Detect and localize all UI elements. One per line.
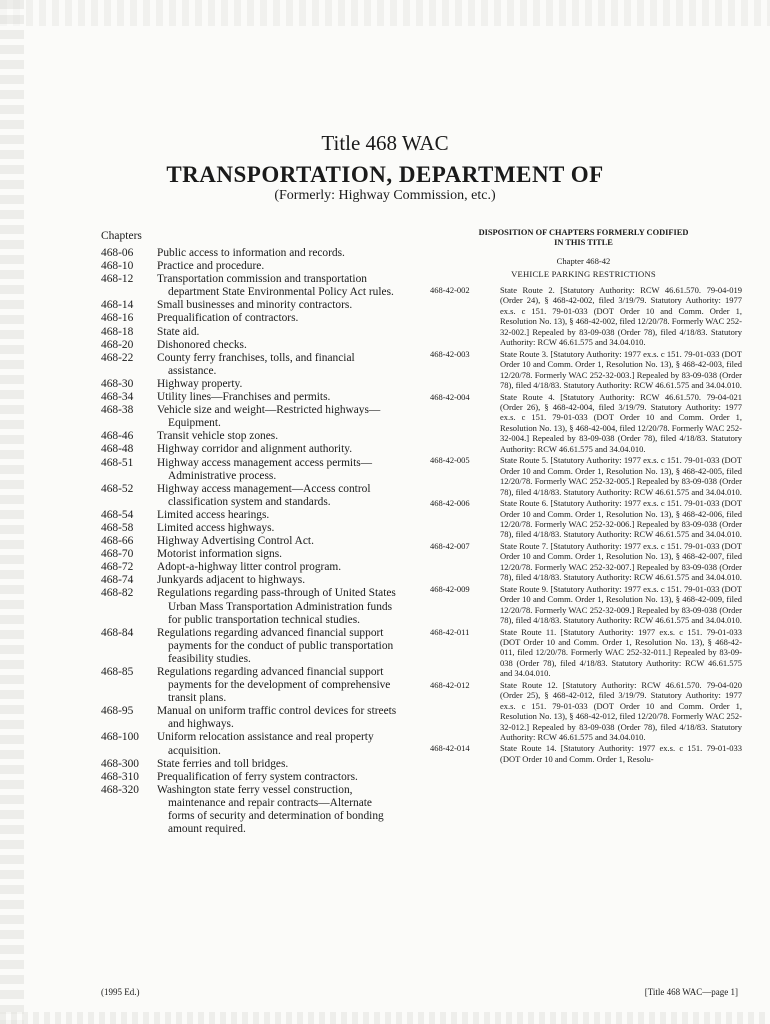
chapter-number: 468-66 — [101, 535, 134, 548]
chapters-heading: Chapters — [101, 230, 142, 242]
page-footer: [Title 468 WAC—page 1] — [644, 987, 738, 997]
chapter-row — [101, 548, 401, 561]
chapter-row — [101, 247, 401, 260]
chapter-number: 468-12 — [101, 273, 134, 286]
chapter-title: Manual on uniform traffic control devices for streets and highways. — [157, 705, 397, 731]
chapter-title: Uniform relocation assistance and real property acquisition. — [157, 731, 374, 757]
chapter-title: Transit vehicle stop zones. — [157, 430, 279, 443]
chapter-row — [101, 443, 401, 456]
chapter-number: 468-48 — [101, 443, 134, 456]
chapter-title: Transportation commission and transportation department State Environmental Policy Act rules. — [157, 273, 394, 299]
chapter-title: Highway access management access permits—Administrative process. — [157, 456, 373, 482]
section-number: 468-42-003 — [430, 348, 470, 359]
chapter-title: Dishonored checks. — [157, 338, 247, 351]
section-history: State Route 9. [Statutory Authority: 1977 ex.s. c 151. 79-01-033 (DOT Order 10 and Comm. Order 1, Resolution No. 13), § 468-42-009, filed 12/20/78. Formerly WAC 252-32-009.] Repealed by 83-09-038 (Order 78), filed 4/18/83. Statutory Authority: RCW 46.61.575 and 34.04.010. — [500, 583, 742, 626]
disposition-heading: DISPOSITION OF CHAPTERS FORMERLY CODIFIED IN THIS TITLE — [478, 228, 689, 247]
chapter-row — [101, 457, 401, 483]
section-number: 468-42-007 — [430, 540, 470, 551]
chapter-title: Highway corridor and alignment authority. — [157, 443, 353, 456]
chapter-row — [101, 326, 401, 339]
chapter-title: Motorist information signs. — [157, 548, 282, 561]
chapter-number: 468-54 — [101, 508, 134, 521]
chapter-row — [101, 509, 401, 522]
chapter-row — [101, 758, 401, 771]
chapter-number: 468-10 — [101, 260, 134, 273]
chapter-number: 468-16 — [101, 312, 134, 325]
chapter-number: 468-95 — [101, 705, 134, 718]
chapter-title: Small businesses and minority contractors. — [157, 299, 353, 312]
chapter-row — [101, 260, 401, 273]
disposition-entry — [430, 392, 742, 455]
disposition-entry — [430, 349, 742, 391]
chapter-number: 468-38 — [101, 404, 134, 417]
chapter-row — [101, 352, 401, 378]
chapter-number: 468-18 — [101, 325, 134, 338]
chapter-row — [101, 404, 401, 430]
chapter-row — [101, 574, 401, 587]
formerly-note: (Formerly: Highway Commission, etc.) — [274, 188, 496, 203]
chapter-row — [101, 731, 401, 757]
chapter-title: State aid. — [157, 325, 200, 338]
section-history: State Route 5. [Statutory Authority: 1977 ex.s. c 151. 79-01-033 (DOT Order 10 and Comm. Order 1, Resolution No. 13), § 468-42-005, filed 12/20/78. Formerly WAC 252-32-005.] Repealed by 83-09-038 (Order 78), filed 4/18/83. Statutory Authority: RCW 46.61.575 and 34.04.010. — [500, 455, 742, 497]
chapter-number: 468-46 — [101, 430, 134, 443]
chapter-row — [101, 535, 401, 548]
disposition-entry — [430, 680, 742, 743]
chapter-number: 468-310 — [101, 770, 139, 783]
chapter-title: Junkyards adjacent to highways. — [157, 574, 306, 587]
chapter-number: 468-70 — [101, 548, 134, 561]
chapter-number: 468-52 — [101, 482, 134, 495]
disposition-entry — [430, 285, 742, 348]
chapter-row — [101, 299, 401, 312]
section-history: State Route 11. [Statutory Authority: 1977 ex.s. c 151. 79-01-033 (DOT Order 10 and Comm. Order 1, Resolution No. 13), § 468-42-011, filed 12/20/78. Formerly WAC 252-32-011.] Repealed by 83-09-038 (Order 78), filed 4/18/83. Statutory Authority: RCW 46.61.575 and 34.04.010. — [500, 626, 742, 679]
section-number: 468-42-002 — [430, 285, 470, 295]
section-history: State Route 14. [Statutory Authority: 1977 ex.s. c 151. 79-01-033 (DOT Order 10 and Comm. Order 1, Resolu- — [500, 743, 742, 764]
chapter-title: Adopt-a-highway litter control program. — [157, 561, 342, 574]
section-number: 468-42-006 — [430, 498, 470, 509]
section-history: State Route 4. [Statutory Authority: RCW 46.61.570. 79-04-021 (Order 26), § 468-42-004, filed 3/19/79. Statutory Authority: 1977 ex.s. c 151. 79-01-033 (DOT Order 10 and Comm. Order 1, Resolution No. 13), § 468-42-004, filed 12/20/78. Formerly WAC 252-32-004.] Repealed by 83-09-038 (Order 78), filed 4/18/83. Statutory Authority: RCW 46.61.575 and 34.04.010. — [500, 391, 742, 454]
section-number: 468-42-011 — [430, 626, 470, 637]
section-history: State Route 12. [Statutory Authority: RCW 46.61.570. 79-04-020 (Order 25), § 468-42-012, filed 3/19/79. Statutory Authority: 1977 ex.s. c 151. 79-01-033 (DOT Order 10 and Comm. Order 1, Resolution No. 13), § 468-42-012, filed 12/20/78. Formerly WAC 252-32-012.] Repealed by 83-09-038 (Order 78), filed 4/18/83. Statutory Authority: RCW 46.61.575 and 34.04.010. — [500, 679, 742, 743]
chapter-number: 468-320 — [101, 783, 139, 796]
edition-footer: (1995 Ed.) — [101, 987, 140, 997]
chapter-row — [101, 483, 401, 509]
chapter-number: 468-58 — [101, 521, 134, 534]
chapter-title: Utility lines—Franchises and permits. — [157, 391, 331, 404]
chapter-title: State ferries and toll bridges. — [157, 757, 289, 770]
chapter-title: Highway access management—Access control classification system and standards. — [157, 482, 371, 508]
chapter-number: 468-84 — [101, 626, 134, 639]
section-number: 468-42-005 — [430, 455, 470, 466]
disposition-entries — [430, 285, 742, 765]
chapter-title: County ferry franchises, tolls, and financial assistance. — [157, 351, 355, 377]
department-title: TRANSPORTATION, DEPARTMENT OF — [166, 162, 604, 187]
disposition-subheading: VEHICLE PARKING RESTRICTIONS — [511, 269, 656, 279]
chapter-title: Prequalification of contractors. — [157, 312, 299, 325]
section-history: State Route 7. [Statutory Authority: 1977 ex.s. c 151. 79-01-033 (DOT Order 10 and Comm. Order 1, Resolution No. 13), § 468-42-007, filed 12/20/78. Formerly WAC 252-32-007.] Repealed by 83-09-038 (Order 78), filed 4/18/83. Statutory Authority: RCW 46.61.575 and 34.04.010. — [500, 540, 742, 583]
chapter-title: Regulations regarding advanced financial support payments for the conduct of public transportation feasibility studies. — [157, 626, 394, 665]
chapter-number: 468-14 — [101, 299, 134, 312]
chapter-title: Limited access hearings. — [157, 508, 270, 521]
chapter-row — [101, 339, 401, 352]
chapter-title: Vehicle size and weight—Restricted highways—Equipment. — [157, 404, 381, 430]
disposition-entry — [430, 498, 742, 540]
chapter-number: 468-85 — [101, 666, 134, 678]
chapter-number: 468-20 — [101, 338, 134, 351]
chapter-title: Washington state ferry vessel construction, maintenance and repair contracts—Alternate forms of security and determination of bonding amount required. — [157, 783, 384, 836]
chapter-number: 468-30 — [101, 377, 134, 390]
chapter-row — [101, 430, 401, 443]
chapter-row — [101, 784, 401, 836]
chapter-row — [101, 273, 401, 299]
chapter-number: 468-34 — [101, 391, 134, 404]
disposition-entry — [430, 743, 742, 764]
chapter-title: Highway Advertising Control Act. — [157, 535, 314, 548]
chapter-row — [101, 627, 401, 666]
chapter-number: 468-100 — [101, 731, 139, 744]
disposition-entry — [430, 584, 742, 626]
scan-noise-bottom — [0, 1012, 770, 1024]
section-number: 468-42-014 — [430, 743, 470, 754]
disposition-entry — [430, 455, 742, 497]
chapter-title: Practice and procedure. — [157, 260, 265, 273]
chapter-row — [101, 561, 401, 574]
chapter-title: Prequalification of ferry system contractors. — [157, 770, 358, 783]
chapter-row — [101, 771, 401, 784]
scan-noise-top — [0, 0, 770, 26]
chapter-row — [101, 522, 401, 535]
chapter-number: 468-300 — [101, 757, 139, 770]
chapter-title: Public access to information and records. — [157, 247, 345, 259]
chapter-row — [101, 666, 401, 705]
chapter-row — [101, 391, 401, 404]
section-number: 468-42-009 — [430, 583, 470, 594]
chapters-list — [101, 247, 401, 836]
chapter-row — [101, 378, 401, 391]
disposition-chapter: Chapter 468-42 — [556, 256, 611, 266]
chapter-row — [101, 705, 401, 731]
chapter-number: 468-82 — [101, 587, 134, 600]
chapter-number: 468-72 — [101, 561, 134, 574]
disposition-entry — [430, 627, 742, 679]
section-number: 468-42-012 — [430, 679, 470, 690]
chapter-row — [101, 587, 401, 626]
chapter-number: 468-22 — [101, 351, 134, 364]
chapter-number: 468-06 — [101, 247, 134, 259]
chapter-title: Highway property. — [157, 377, 243, 390]
disposition-entry — [430, 541, 742, 583]
section-history: State Route 2. [Statutory Authority: RCW 46.61.570. 79-04-019 (Order 24), § 468-42-002, filed 3/19/79. Statutory Authority: 1977 ex.s. c 151. 79-01-033 (DOT Order 10 and Comm. Order 1, Resolution No. 13), § 468-42-002, filed 12/20/78. Formerly WAC 252-32-002.] Repealed by 83-09-038 (Order 78), filed 4/18/83. Statutory Authority: RCW 46.61.575 and 34.04.010. — [500, 285, 742, 348]
chapter-number: 468-51 — [101, 456, 134, 469]
section-history: State Route 3. [Statutory Authority: 1977 ex.s. c 151. 79-01-033 (DOT Order 10 and Comm. Order 1, Resolution No. 13), § 468-42-003, filed 12/20/78. Formerly WAC 252-32-003.] Repealed by 83-09-038 (Order 78), filed 4/18/83. Statutory Authority: RCW 46.61.575 and 34.04.010. — [500, 348, 742, 391]
chapter-row — [101, 312, 401, 325]
chapter-title: Regulations regarding pass-through of United States Urban Mass Transportation Administration funds for public transportation technical studies. — [157, 587, 396, 626]
title-line: Title 468 WAC — [321, 131, 449, 155]
chapter-title: Limited access highways. — [157, 521, 275, 534]
chapter-number: 468-74 — [101, 574, 134, 587]
section-history: State Route 6. [Statutory Authority: 1977 ex.s. c 151. 79-01-033 (DOT Order 10 and Comm. Order 1, Resolution No. 13), § 468-42-006, filed 12/20/78. Formerly WAC 252-32-006.] Repealed by 83-09-038 (Order 78), filed 4/18/83. Statutory Authority: RCW 46.61.575 and 34.04.010. — [500, 498, 742, 540]
section-number: 468-42-004 — [430, 391, 470, 402]
chapter-title: Regulations regarding advanced financial support payments for the development of comprehensive transit plans. — [157, 666, 391, 705]
